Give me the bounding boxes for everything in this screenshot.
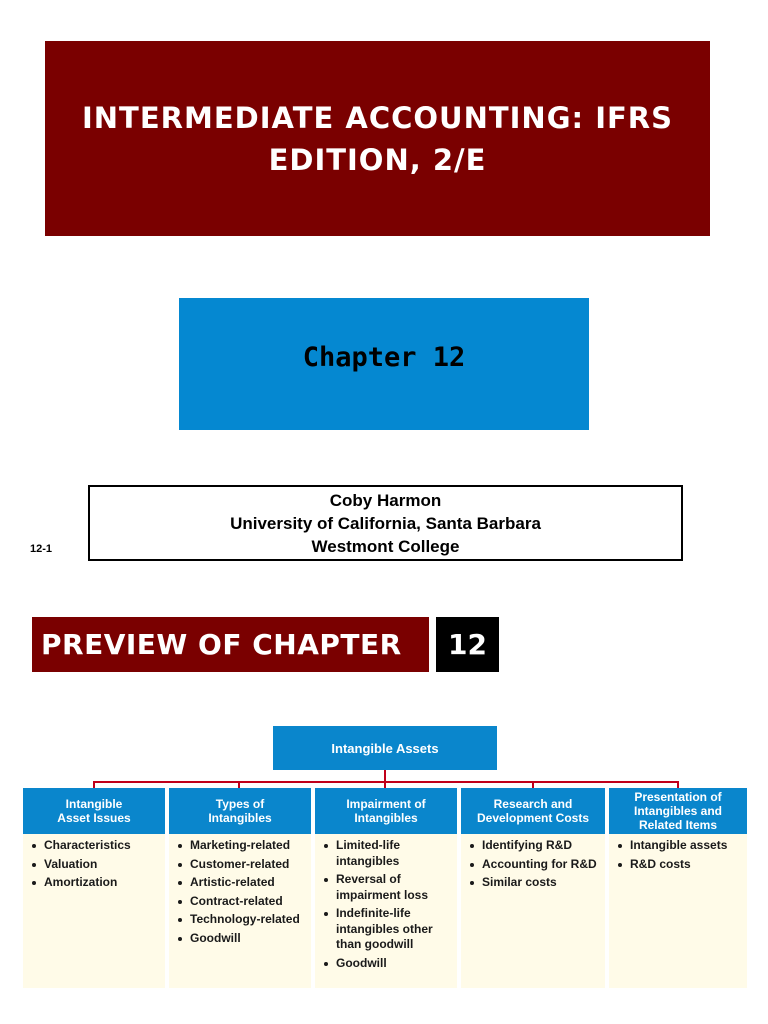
column-heading-presentation: Presentation of Intangibles and Related Items xyxy=(609,788,747,834)
author-affiliation-1: University of California, Santa Barbara xyxy=(230,513,541,533)
list-item: Accounting for R&D xyxy=(469,857,601,873)
column-heading-impairment: Impairment of Intangibles xyxy=(315,788,457,834)
list-item: Technology-related xyxy=(177,912,307,928)
chapter-box xyxy=(179,298,589,430)
list-item: Limited-life intangibles xyxy=(323,838,453,869)
author-affiliation-2: Westmont College xyxy=(311,536,460,556)
diagram-root-label: Intangible Assets xyxy=(331,740,439,756)
list-item: Reversal of impairment loss xyxy=(323,872,453,903)
column-body-types xyxy=(169,834,311,988)
column-body-research-development xyxy=(461,834,605,988)
author-name: Coby Harmon xyxy=(329,490,442,510)
list-item: Identifying R&D xyxy=(469,838,601,854)
column-heading-research-development: Research and Development Costs xyxy=(461,788,605,834)
slide-number: 12-1 xyxy=(30,543,53,555)
diagram-root-box xyxy=(273,726,497,770)
list-item: Intangible assets xyxy=(617,838,743,854)
column-body-asset-issues xyxy=(23,834,165,988)
chapter-number-box xyxy=(436,617,499,672)
list-item: Indefinite-life intangibles other than goodwill xyxy=(323,906,453,953)
chapter-number: 12 xyxy=(448,628,487,661)
list-item: Artistic-related xyxy=(177,875,307,891)
list-item: Characteristics xyxy=(31,838,161,854)
connector-horizontal xyxy=(93,781,679,783)
column-body-presentation xyxy=(609,834,747,988)
list-item: R&D costs xyxy=(617,857,743,873)
list-item: Goodwill xyxy=(177,931,307,947)
preview-title: PREVIEW OF CHAPTER xyxy=(41,628,402,661)
column-heading-types: Types of Intangibles xyxy=(169,788,311,834)
list-item: Contract-related xyxy=(177,894,307,910)
list-item: Valuation xyxy=(31,857,161,873)
list-item: Customer-related xyxy=(177,857,307,873)
chapter-label: Chapter 12 xyxy=(302,341,466,373)
column-heading-asset-issues: Intangible Asset Issues xyxy=(23,788,165,834)
author-box xyxy=(88,485,683,561)
list-item: Similar costs xyxy=(469,875,601,891)
column-body-impairment xyxy=(315,834,457,988)
preview-banner xyxy=(32,617,429,672)
list-item: Goodwill xyxy=(323,956,453,972)
title-banner xyxy=(45,41,710,236)
list-item: Amortization xyxy=(31,875,161,891)
book-title: INTERMEDIATE ACCOUNTING: IFRS EDITION, 2/E xyxy=(81,100,674,177)
list-item: Marketing-related xyxy=(177,838,307,854)
